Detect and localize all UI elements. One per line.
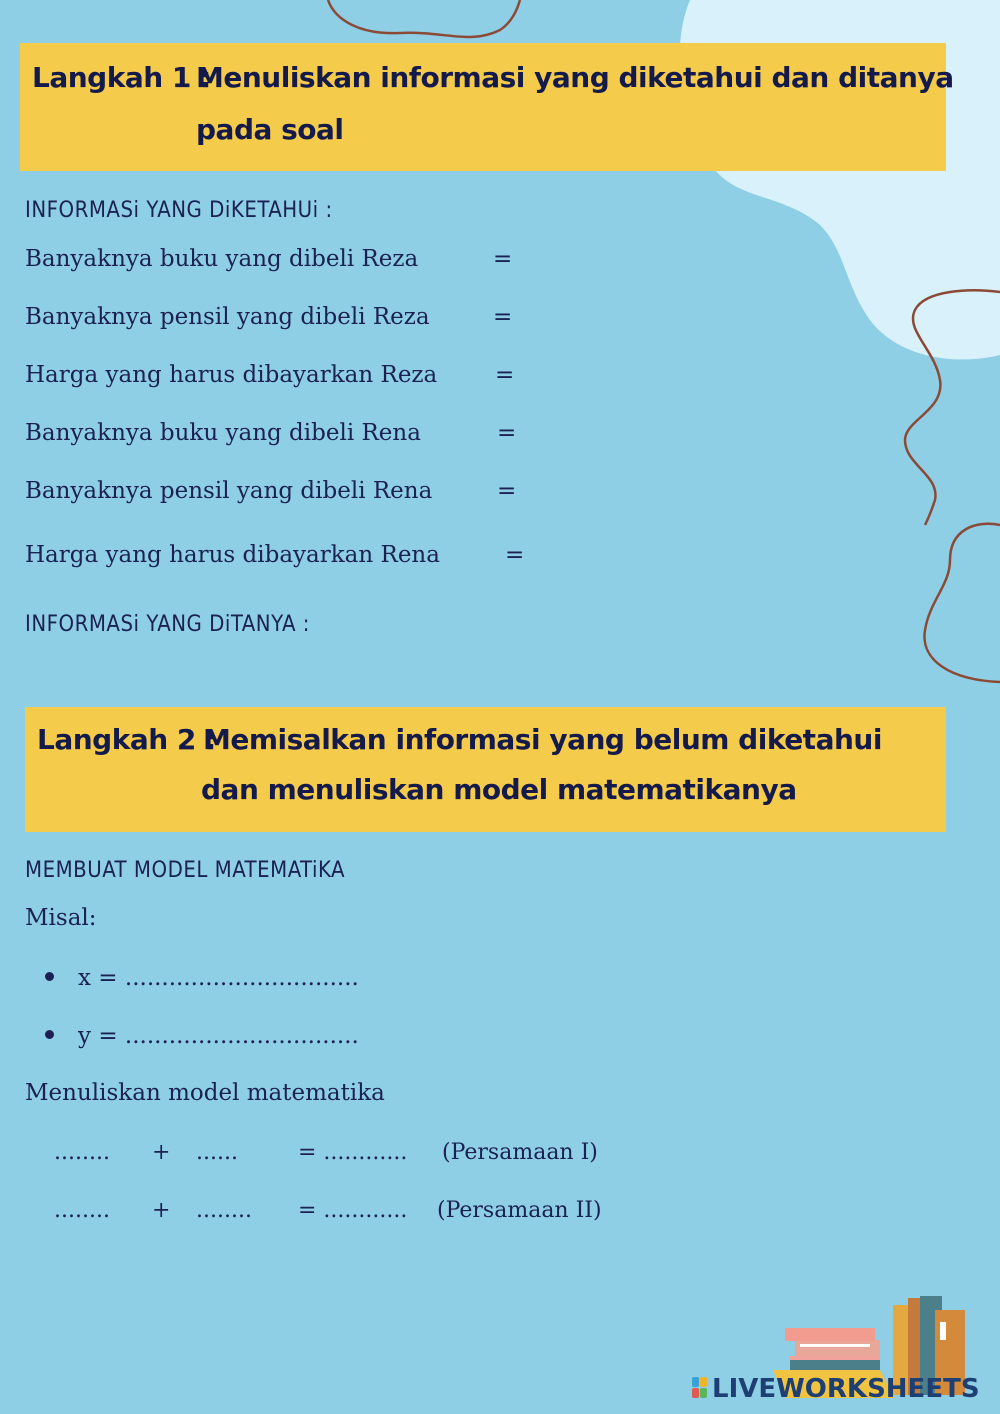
asked-heading: INFORMASi YANG DiTANYA : (25, 612, 310, 637)
equation-plus: + (152, 1140, 171, 1165)
liveworksheets-logo[interactable] (692, 1374, 992, 1404)
known-item-label: Banyaknya pensil yang dibeli Rena (25, 478, 433, 504)
equation-name: (Persamaan II) (437, 1198, 602, 1223)
step1-label: Langkah 1 : (32, 61, 211, 94)
known-item-eq: = (493, 304, 513, 330)
bullet-icon (45, 972, 54, 981)
known-item (25, 246, 513, 272)
known-item-eq: = (493, 246, 513, 272)
equation-result[interactable]: = ............ (298, 1140, 408, 1165)
known-item (25, 304, 513, 330)
known-item-eq: = (497, 478, 517, 504)
known-item-label: Harga yang harus dibayarkan Reza (25, 362, 438, 388)
step1-title-line1: Menuliskan informasi yang diketahui dan ditanya (196, 61, 954, 94)
equation-row (0, 1140, 1000, 1170)
variable-blank[interactable]: = ................................ (98, 1023, 359, 1049)
known-item (25, 478, 517, 504)
equation-row (0, 1198, 1000, 1228)
known-item (25, 542, 525, 568)
step2-title-line1: Memisalkan informasi yang belum diketahui (203, 723, 882, 756)
step2-title-line2: dan menuliskan model matematikanya (201, 773, 797, 806)
misal-label: Misal: (25, 905, 97, 931)
known-item-label: Harga yang harus dibayarkan Rena (25, 542, 440, 568)
model-label: Menuliskan model matematika (25, 1080, 385, 1106)
liveworksheets-mark-icon (692, 1377, 708, 1399)
variable-x (45, 965, 359, 991)
known-item (25, 362, 515, 388)
variable-name: x (78, 965, 91, 991)
equation-result[interactable]: = ............ (298, 1198, 408, 1223)
known-item-eq: = (495, 362, 515, 388)
model-heading: MEMBUAT MODEL MATEMATiKA (25, 858, 346, 883)
variable-y (45, 1023, 359, 1049)
known-heading: INFORMASi YANG DiKETAHUi : (25, 198, 333, 223)
variable-name: y (78, 1023, 91, 1049)
known-item-label: Banyaknya pensil yang dibeli Reza (25, 304, 430, 330)
equation-blank-a[interactable]: ........ (54, 1198, 110, 1223)
step1-title-line2: pada soal (196, 113, 344, 146)
equation-name: (Persamaan I) (442, 1140, 598, 1165)
equation-plus: + (152, 1198, 171, 1223)
curve-top (328, 0, 520, 37)
equation-blank-a[interactable]: ........ (54, 1140, 110, 1165)
known-item-label: Banyaknya buku yang dibeli Rena (25, 420, 421, 446)
bullet-icon (45, 1030, 54, 1039)
known-item (25, 420, 517, 446)
equation-blank-b[interactable]: ........ (196, 1198, 252, 1223)
step2-banner (25, 707, 946, 832)
known-item-eq: = (505, 542, 525, 568)
brand-name: LIVEWORKSHEETS (712, 1374, 980, 1404)
known-item-label: Banyaknya buku yang dibeli Reza (25, 246, 419, 272)
step2-label: Langkah 2 : (37, 723, 216, 756)
equation-blank-b[interactable]: ...... (196, 1140, 238, 1165)
variable-blank[interactable]: = ................................ (98, 965, 359, 991)
curve-right-2 (924, 524, 1000, 682)
known-item-eq: = (497, 420, 517, 446)
step1-banner (20, 43, 954, 171)
